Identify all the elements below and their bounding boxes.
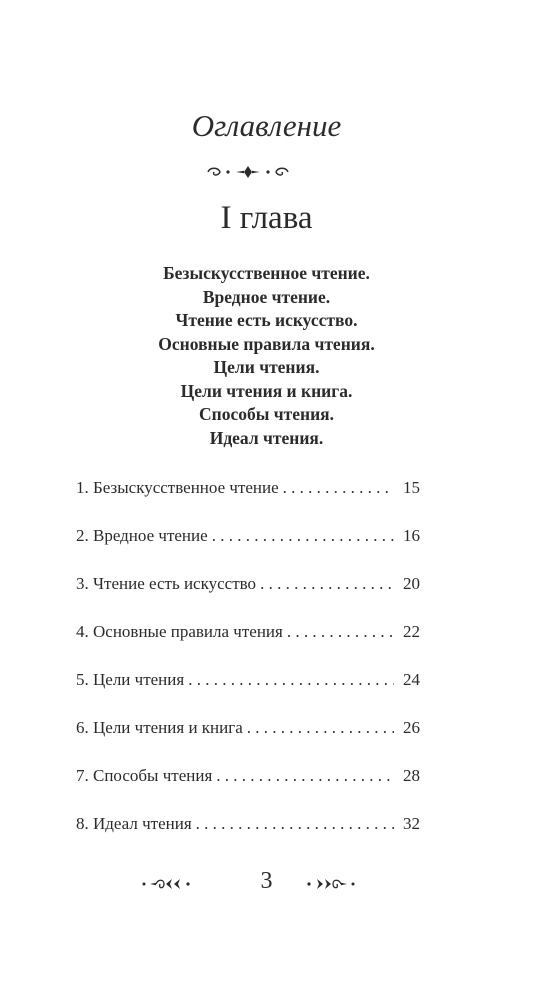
summary-line: Цели чтения. [213,357,320,377]
dot-leader [247,718,394,738]
toc-entry-page: 32 [403,814,420,833]
summary-line: Чтение есть искусство. [175,310,358,330]
summary-line: Безыскусственное чтение. [163,263,370,283]
page-title: Оглавление [191,108,342,143]
toc-entry-title: 1. Безыскусственное чтение [76,478,279,497]
toc-entry[interactable] [76,670,420,718]
toc-entry[interactable] [76,814,420,862]
page-footer [0,868,533,898]
toc-entry-page: 22 [403,622,420,641]
toc-entry-title: 8. Идеал чтения [76,814,192,833]
toc-entry[interactable] [76,526,420,574]
dot-leader [196,814,394,834]
summary-line: Вредное чтение. [202,286,331,307]
toc-entry-title: 7. Способы чтения [76,766,213,785]
summary-line: Идеал чтения. [209,427,324,448]
dot-leader [287,622,394,642]
page-number: 3 [260,868,273,894]
toc-entry[interactable] [76,478,420,526]
toc-entry-title: 5. Цели чтения [76,670,185,689]
chapter-summary [0,262,533,450]
toc-entry[interactable] [76,574,420,622]
dot-leader [260,574,394,594]
toc-entry-page: 16 [403,526,420,545]
toc-entry-title: 2. Вредное чтение [76,526,208,545]
toc-entry[interactable] [76,718,420,766]
toc-entry-page: 20 [403,574,420,593]
toc-entry-page: 28 [403,766,420,785]
dot-leader [188,670,394,690]
table-of-contents [76,478,420,862]
summary-line: Способы чтения. [198,404,335,424]
toc-entry-title: 3. Чтение есть искусство [76,574,257,593]
dot-leader [283,478,394,498]
flourish-right-icon [305,876,357,892]
dot-leader [212,526,394,546]
toc-entry-title: 6. Цели чтения и книга [76,718,243,737]
chapter-title: I глава [220,200,313,236]
toc-entry[interactable] [76,622,420,670]
dot-leader [216,766,394,786]
toc-entry-page: 24 [403,670,420,689]
summary-line: Основные правила чтения. [158,333,375,354]
toc-entry-page: 15 [403,478,420,497]
toc-entry[interactable] [76,766,420,814]
toc-entry-page: 26 [403,718,420,737]
toc-entry-title: 4. Основные правила чтения [76,622,283,641]
summary-line: Цели чтения и книга. [180,380,353,401]
flourish-ornament-icon [206,164,290,180]
